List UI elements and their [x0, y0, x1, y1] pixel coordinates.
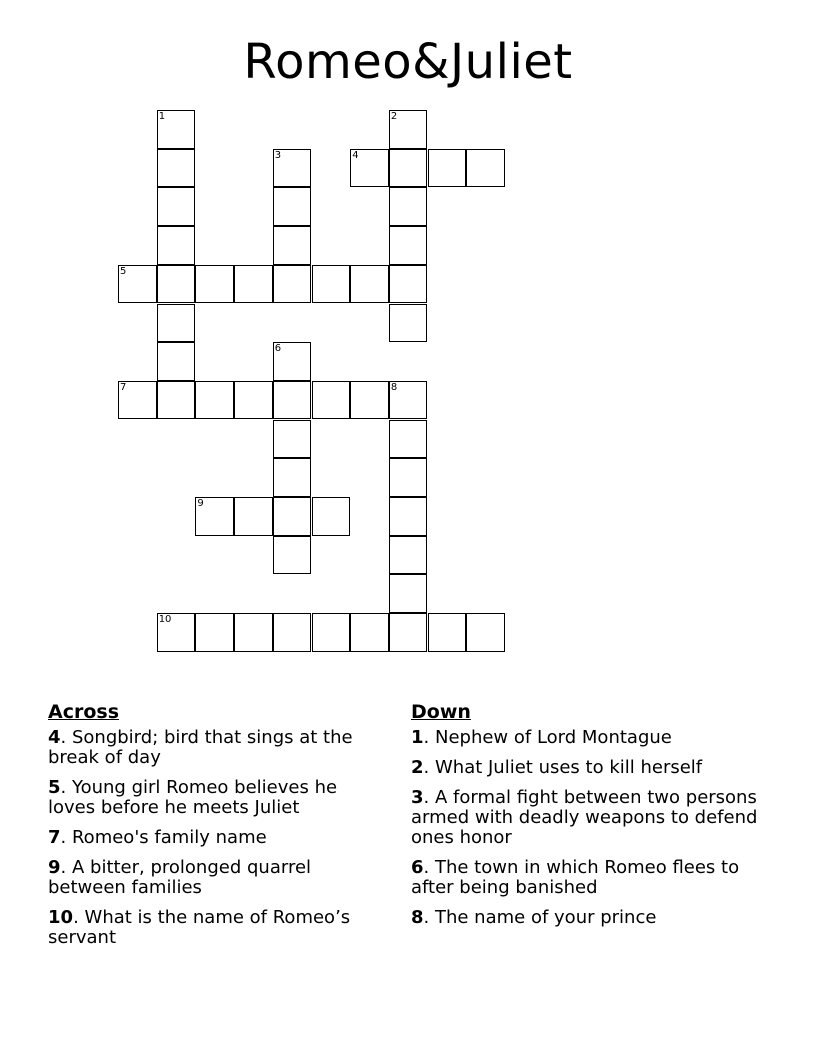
cell-number: 2 — [390, 111, 398, 122]
grid-cell[interactable] — [273, 187, 312, 226]
down-clue: 6. The town in which Romeo flees to after being banished — [411, 857, 740, 898]
cell-number: 10 — [158, 614, 172, 626]
grid-cell[interactable] — [389, 420, 428, 459]
grid-cell[interactable] — [428, 613, 467, 652]
grid-cell[interactable] — [273, 265, 312, 304]
grid-cell[interactable] — [389, 265, 428, 304]
grid-cell[interactable] — [312, 497, 351, 536]
grid-cell[interactable] — [157, 381, 196, 420]
cell-number: 9 — [197, 498, 204, 509]
grid-cell[interactable] — [157, 613, 196, 652]
grid-cell[interactable] — [389, 381, 428, 420]
cell-number: 5 — [120, 265, 127, 277]
grid-cell[interactable] — [466, 149, 505, 188]
across-clue: 4. Songbird; bird that sings at the break of day — [48, 727, 353, 768]
down-clue: 1. Nephew of Lord Montague — [411, 727, 672, 748]
grid-cell[interactable] — [234, 613, 273, 652]
grid-cell[interactable] — [234, 381, 273, 420]
grid-cell[interactable] — [273, 149, 312, 188]
clue-number: 4 — [48, 727, 61, 748]
clue-text: The town in which Romeo flees to after being banished — [411, 857, 740, 898]
grid-cell[interactable] — [389, 536, 428, 575]
grid-cell[interactable] — [389, 304, 428, 343]
cell-number: 7 — [120, 381, 127, 393]
clue-number: 9 — [48, 857, 61, 878]
clue-text: The name of your prince — [434, 907, 657, 928]
clue-number: 6 — [411, 857, 424, 878]
grid-cell[interactable] — [389, 110, 428, 149]
grid-cell[interactable] — [157, 226, 196, 265]
grid-cell[interactable] — [273, 381, 312, 420]
grid-cell[interactable] — [157, 304, 196, 343]
clue-number: 8 — [411, 907, 424, 928]
grid-cell[interactable] — [273, 226, 312, 265]
grid-cell[interactable] — [389, 226, 428, 265]
grid-cell[interactable] — [312, 613, 351, 652]
cell-number: 1 — [158, 111, 166, 122]
clue-number: 5 — [48, 777, 61, 798]
grid-cell[interactable] — [350, 613, 389, 652]
cell-number: 4 — [352, 149, 359, 161]
grid-cell[interactable] — [312, 265, 351, 304]
grid-cell[interactable] — [466, 613, 505, 652]
down-clue: 2. What Juliet uses to kill herself — [411, 757, 703, 778]
across-clue: 7. Romeo's family name — [48, 827, 267, 848]
grid-cell[interactable] — [273, 458, 312, 497]
clue-text: What is the name of Romeo’s servant — [48, 907, 351, 948]
clue-text: Romeo's family name — [71, 827, 267, 848]
grid-cell[interactable] — [389, 574, 428, 613]
grid-cell[interactable] — [389, 187, 428, 226]
down-clues — [411, 702, 771, 938]
grid-cell[interactable] — [273, 613, 312, 652]
clue-number: 1 — [411, 727, 424, 748]
clue-text: Young girl Romeo believes he loves before he meets Juliet — [48, 777, 338, 818]
grid-cell[interactable] — [350, 149, 389, 188]
clue-number: 3 — [411, 787, 424, 808]
puzzle-title: Romeo&Juliet — [243, 34, 573, 90]
grid-cell[interactable] — [273, 536, 312, 575]
cell-number: 3 — [274, 149, 282, 161]
grid-cell[interactable] — [312, 381, 351, 420]
clue-text: A bitter, prolonged quarrel between families — [48, 857, 312, 898]
grid-cell[interactable] — [118, 381, 157, 420]
grid-cell[interactable] — [389, 458, 428, 497]
across-clue: 10. What is the name of Romeo’s servant — [48, 907, 351, 948]
cell-number: 8 — [390, 381, 398, 393]
grid-cell[interactable] — [157, 342, 196, 381]
grid-cell[interactable] — [389, 497, 428, 536]
grid-cell[interactable] — [350, 381, 389, 420]
grid-cell[interactable] — [428, 149, 467, 188]
down-clue: 3. A formal fight between two persons armed with deadly weapons to defend ones honor — [411, 787, 758, 848]
grid-cell[interactable] — [157, 110, 196, 149]
grid-cell[interactable] — [234, 265, 273, 304]
down-heading: Down — [411, 701, 471, 723]
grid-cell[interactable] — [195, 613, 234, 652]
grid-cell[interactable] — [389, 149, 428, 188]
grid-cell[interactable] — [118, 265, 157, 304]
across-clue: 9. A bitter, prolonged quarrel between families — [48, 857, 312, 898]
grid-cell[interactable] — [273, 342, 312, 381]
clue-text: What Juliet uses to kill herself — [434, 757, 703, 778]
clue-text: Songbird; bird that sings at the break of day — [48, 727, 353, 768]
grid-cell[interactable] — [157, 149, 196, 188]
across-clues — [48, 702, 378, 958]
grid-cell[interactable] — [350, 265, 389, 304]
grid-cell[interactable] — [157, 265, 196, 304]
clue-text: Nephew of Lord Montague — [434, 727, 672, 748]
grid-cell[interactable] — [195, 265, 234, 304]
grid-cell[interactable] — [234, 497, 273, 536]
clue-number: 2 — [411, 757, 424, 778]
grid-cell[interactable] — [157, 187, 196, 226]
grid-cell[interactable] — [273, 497, 312, 536]
grid-cell[interactable] — [273, 420, 312, 459]
grid-cell[interactable] — [195, 497, 234, 536]
grid-cell[interactable] — [195, 381, 234, 420]
clue-number: 7 — [48, 827, 61, 848]
across-heading: Across — [48, 701, 120, 723]
clue-text: A formal fight between two persons armed with deadly weapons to defend ones honor — [411, 787, 758, 848]
cell-number: 6 — [274, 343, 282, 355]
grid-cell[interactable] — [389, 613, 428, 652]
clue-number: 10 — [48, 907, 74, 928]
across-clue: 5. Young girl Romeo believes he loves before he meets Juliet — [48, 777, 338, 818]
down-clue: 8. The name of your prince — [411, 907, 657, 928]
